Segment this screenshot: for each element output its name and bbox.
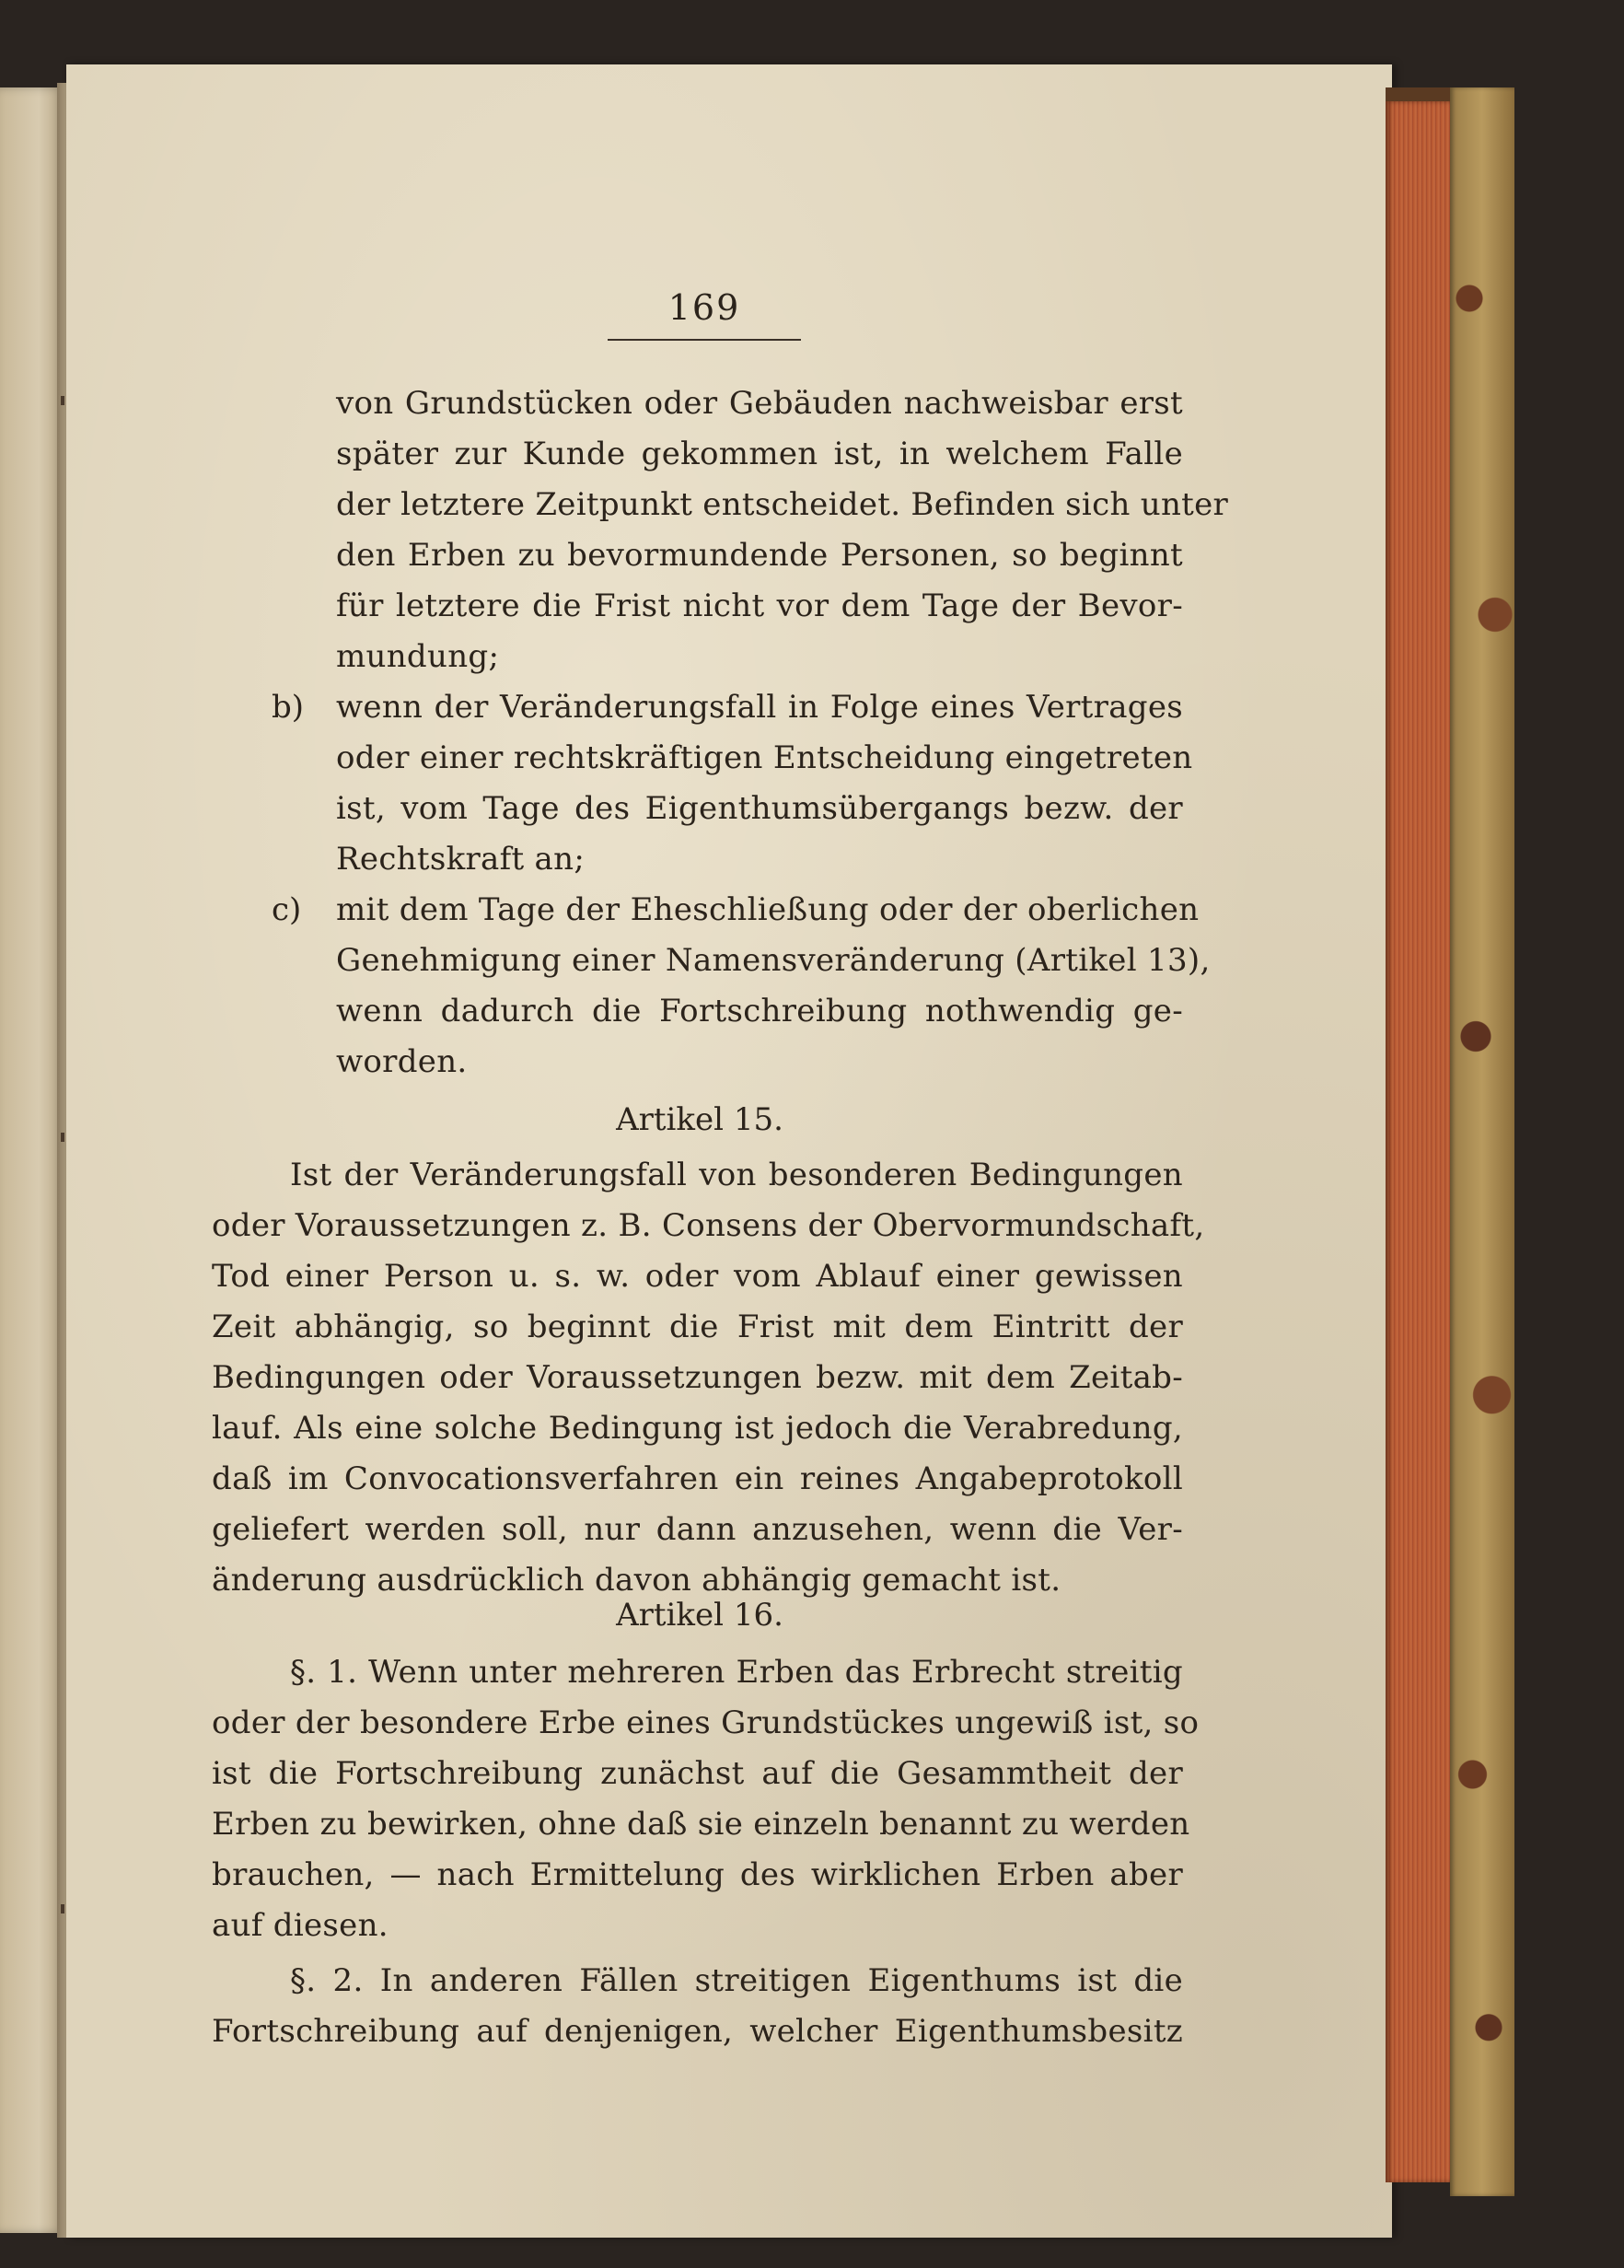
text-line: mit dem Tage der Eheschließung oder der oberlichen [336, 891, 1200, 928]
text-line: mundung; [336, 638, 500, 675]
text-line: Bedingungen oder Voraussetzungen bezw. mit dem Zeitab- [212, 1359, 1183, 1396]
text-line: oder Voraussetzungen z. B. Consens der Obervormundschaft, [212, 1207, 1205, 1244]
previous-page-edge [0, 87, 64, 2233]
text-line: worden. [336, 1043, 468, 1080]
list-marker: b) [272, 689, 305, 726]
text-line: Erben zu bewirken, ohne daß sie einzeln benannt zu werden [212, 1806, 1190, 1843]
text-line: oder einer rechtskräftigen Entscheidung eingetreten [336, 739, 1193, 776]
page-number-rule [608, 339, 801, 341]
text-line: Genehmigung einer Namensveränderung (Artikel 13), [336, 942, 1211, 979]
text-line: oder der besondere Erbe eines Grundstückes ungewiß ist, so [212, 1704, 1200, 1741]
red-page-edges [1386, 101, 1450, 2182]
text-line: ist die Fortschreibung zunächst auf die Gesammtheit der [212, 1755, 1183, 1792]
marbled-cover-edge [1450, 87, 1514, 2196]
margin-mark [61, 1133, 64, 1142]
text-line: Fortschreibung auf denjenigen, welcher Eigenthumsbesitz [212, 2013, 1183, 2050]
article-heading: Artikel 15. [616, 1101, 783, 1138]
margin-mark [61, 1904, 64, 1913]
text-line: §. 2. In anderen Fällen streitigen Eigenthums ist die [290, 1962, 1183, 1999]
text-line: Zeit abhängig, so beginnt die Frist mit dem Eintritt der [212, 1308, 1183, 1345]
text-line: der letztere Zeitpunkt entscheidet. Befinden sich unter [336, 486, 1229, 523]
text-line: geliefert werden soll, nur dann anzusehen, wenn die Ver- [212, 1511, 1183, 1548]
text-line: Tod einer Person u. s. w. oder vom Ablauf einer gewissen [212, 1258, 1183, 1295]
text-line: für letztere die Frist nicht vor dem Tage der Bevor- [336, 587, 1183, 624]
text-line: lauf. Als eine solche Bedingung ist jedoch die Verabredung, [212, 1410, 1183, 1447]
text-line: daß im Convocationsverfahren ein reines Angabeprotokoll [212, 1460, 1183, 1497]
text-line: Ist der Veränderungsfall von besonderen Bedingungen [290, 1157, 1183, 1193]
text-line: brauchen, — nach Ermittelung des wirklichen Erben aber [212, 1856, 1183, 1893]
text-line: §. 1. Wenn unter mehreren Erben das Erbrecht streitig [290, 1654, 1183, 1691]
margin-mark [61, 396, 64, 405]
text-line: den Erben zu bevormundende Personen, so beginnt [336, 537, 1183, 574]
text-line: Rechtskraft an; [336, 841, 586, 878]
text-line: von Grundstücken oder Gebäuden nachweisbar erst [336, 385, 1183, 422]
text-line: ist, vom Tage des Eigenthumsübergangs bezw. der [336, 790, 1183, 827]
text-line: änderung ausdrücklich davon abhängig gemacht ist. [212, 1562, 1061, 1599]
text-line: wenn dadurch die Fortschreibung nothwendig ge- [336, 993, 1183, 1029]
article-heading: Artikel 16. [616, 1597, 783, 1634]
text-line: auf diesen. [212, 1907, 389, 1944]
text-line: wenn der Veränderungsfall in Folge eines Vertrages [336, 689, 1183, 726]
text-line: später zur Kunde gekommen ist, in welchem Falle [336, 436, 1183, 472]
page-number: 169 [667, 287, 741, 328]
list-marker: c) [272, 891, 302, 928]
